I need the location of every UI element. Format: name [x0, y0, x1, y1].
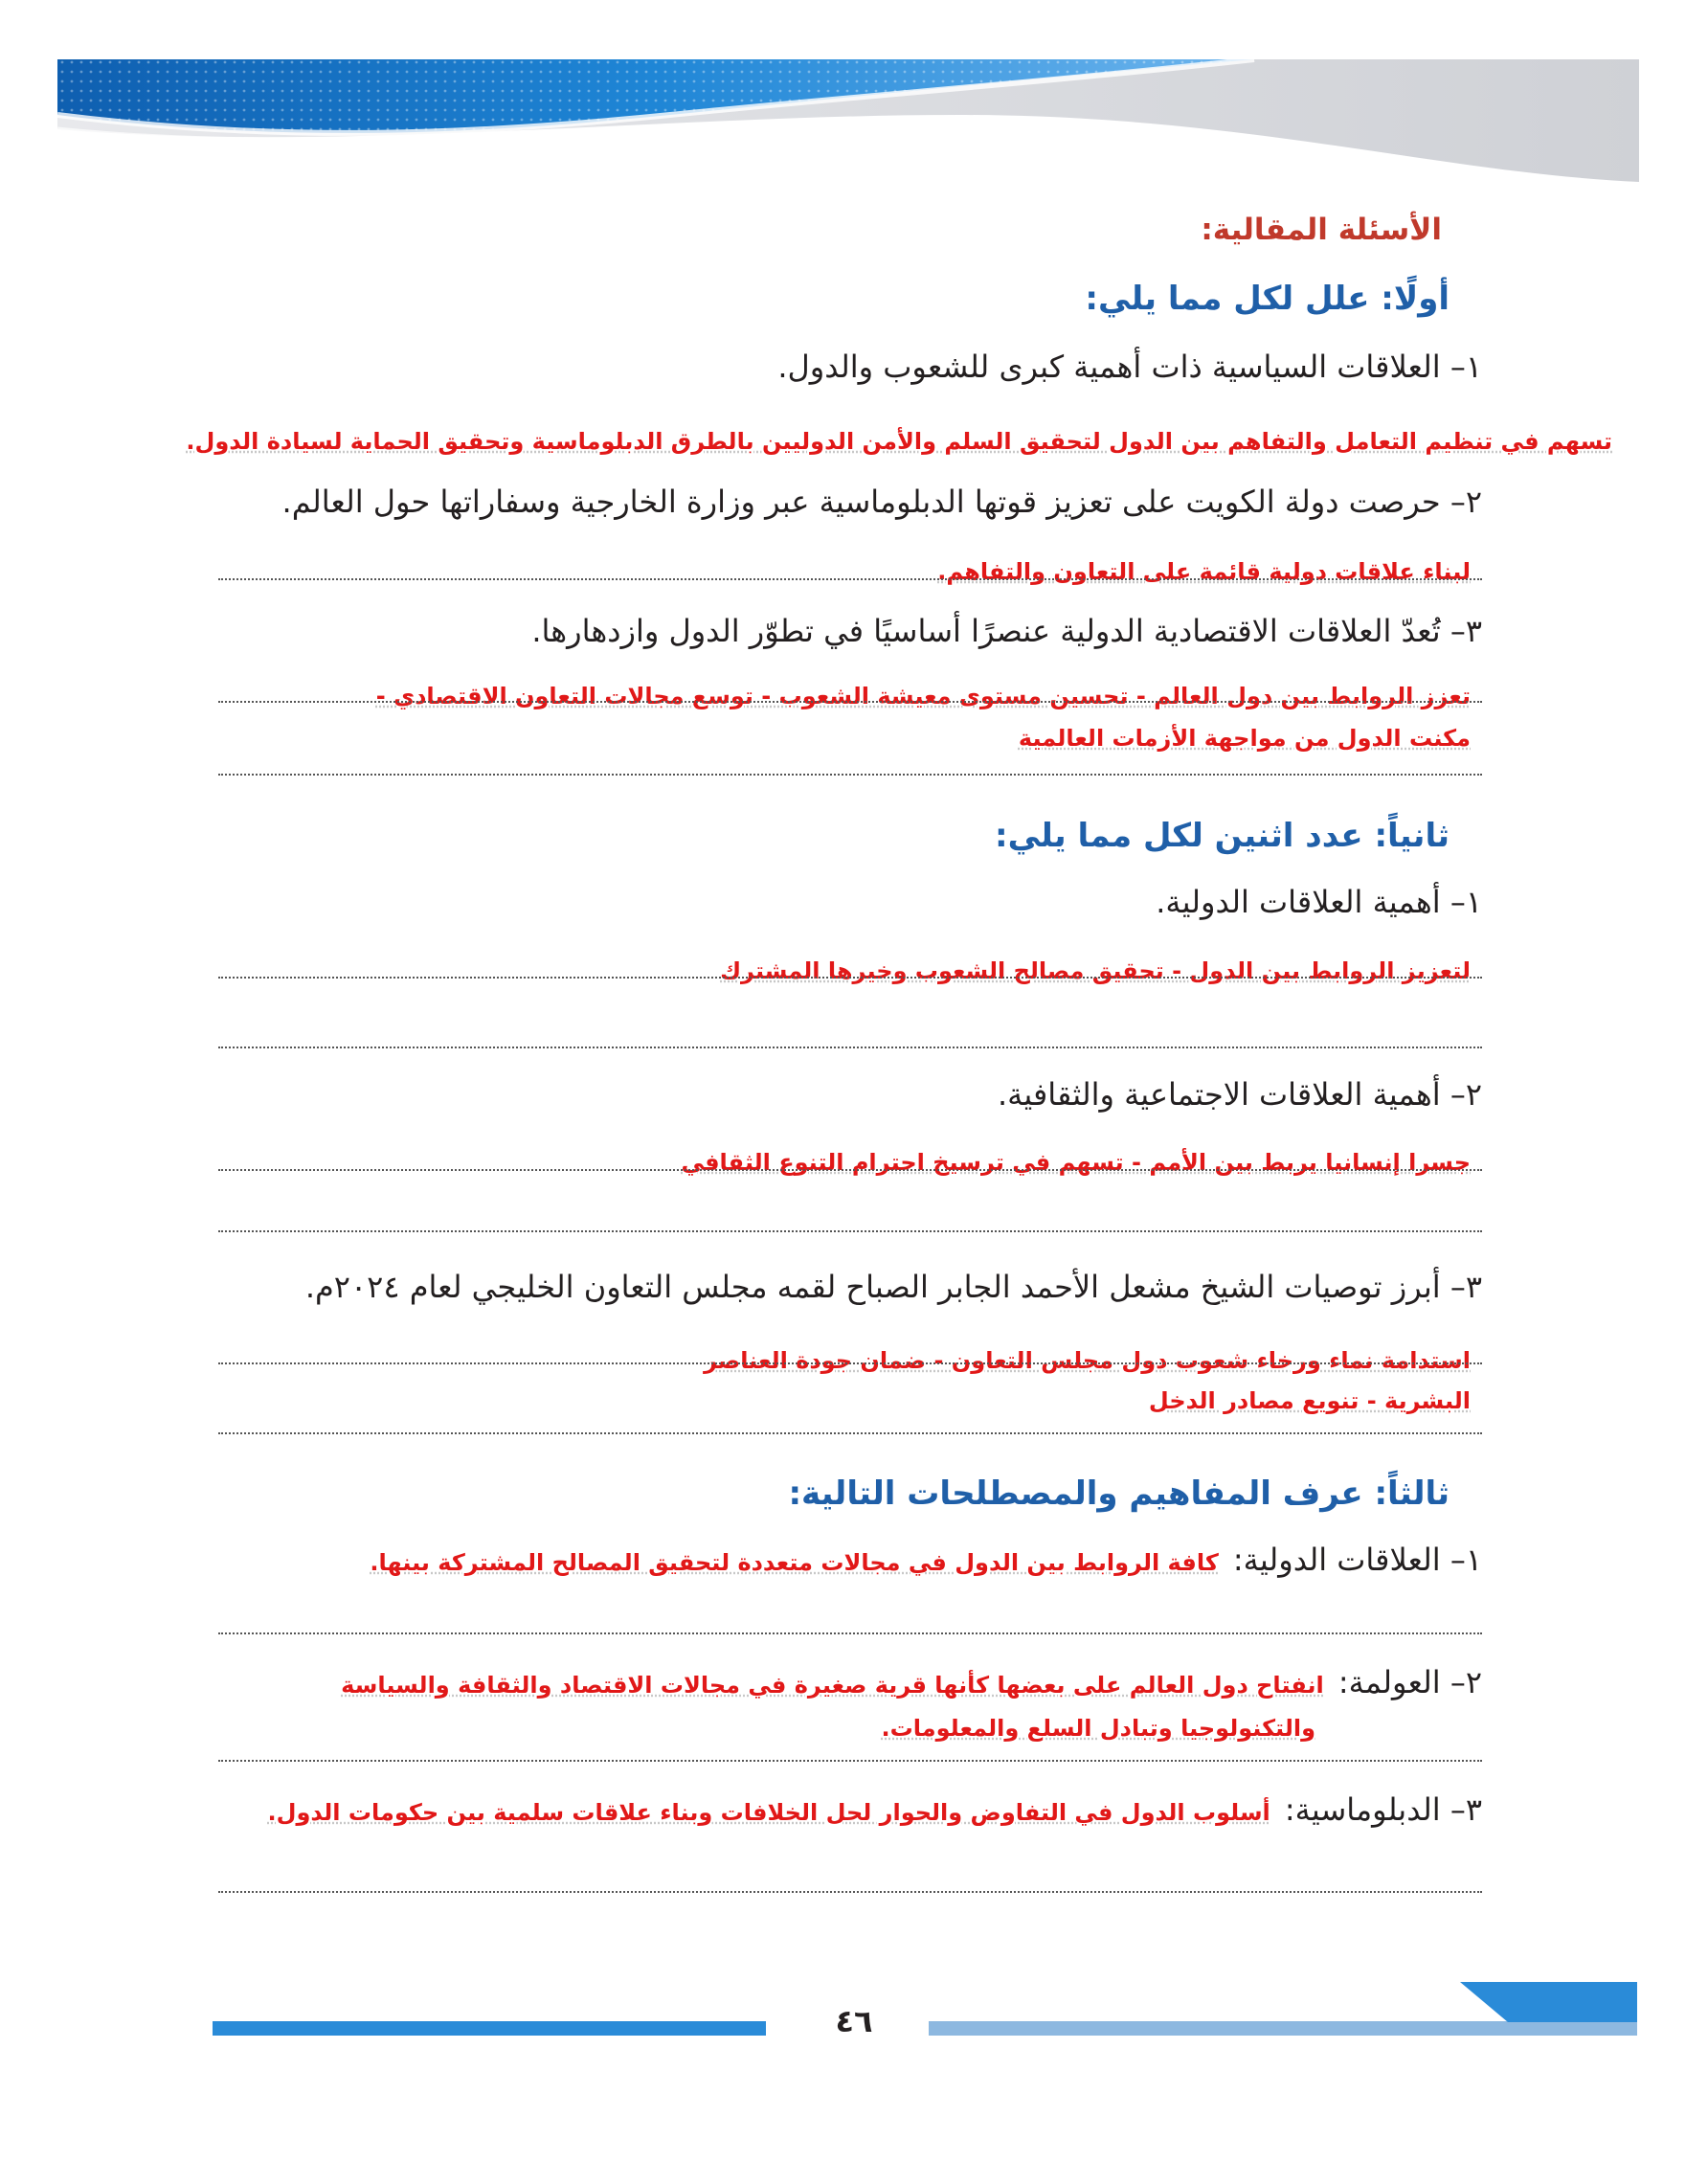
- s1-question-1: ١– العلاقات السياسية ذات أهمية كبرى للشعوب والدول.: [777, 349, 1482, 385]
- s3-answer-2-dotted-line: [218, 1760, 1482, 1762]
- s1-answer-2: لبناء علاقات دولية قائمة على التعاون والتفاهم.: [937, 558, 1471, 585]
- s2-question-1: ١– أهمية العلاقات الدولية.: [1156, 884, 1482, 920]
- header-wave-banner: [0, 0, 1708, 201]
- s2-answer-1: لتعزيز الروابط بين الدول - تحقيق مصالح الشعوب وخيرها المشترك: [720, 957, 1471, 984]
- footer-bar-left: [213, 2021, 766, 2036]
- s1-answer-3-dotted-line-1: [218, 701, 1482, 703]
- s2-answer-1-dotted-line-1: [218, 977, 1482, 979]
- s3-answer-2-line2: والتكنولوجيا وتبادل السلع والمعلومات.: [881, 1715, 1315, 1742]
- s3-term-1-row: [370, 1542, 1482, 1578]
- s3-answer-3-dotted-line: [218, 1891, 1482, 1893]
- s1-answer-2-dotted-line: [218, 578, 1482, 580]
- s3-answer-1: كافة الروابط بين الدول في مجالات متعددة لتحقيق المصالح المشتركة بينها.: [370, 1549, 1219, 1576]
- s3-answer-1-dotted-line: [218, 1632, 1482, 1634]
- footer-bar-right: [929, 2021, 1637, 2036]
- s2-answer-2-dotted-line-1: [218, 1169, 1482, 1171]
- s2-answer-1-dotted-line-2: [218, 1047, 1482, 1048]
- page-title: الأسئلة المقالية:: [1201, 213, 1442, 247]
- section2-heading: ثانياً: عدد اثنين لكل مما يلي:: [995, 817, 1450, 855]
- s2-answer-2: جسرا إنسانيا يربط بين الأمم - تسهم في ترسيخ احترام التنوع الثقافي: [681, 1149, 1471, 1176]
- section3-heading: ثالثاً: عرف المفاهيم والمصطلحات التالية:: [788, 1474, 1450, 1513]
- s3-term-3: ٣– الدبلوماسية:: [1284, 1791, 1482, 1828]
- page-number: ٤٦: [835, 2003, 873, 2039]
- s3-answer-2-line1: انفتاح دول العالم على بعضها كأنها قرية صغيرة في مجالات الاقتصاد والثقافة والسياسة: [341, 1672, 1324, 1699]
- footer-accent-tab: [1460, 1982, 1637, 2022]
- s2-question-2: ٢– أهمية العلاقات الاجتماعية والثقافية.: [998, 1076, 1482, 1113]
- s1-answer-1: تسهم في تنظيم التعامل والتفاهم بين الدول لتحقيق السلم والأمن الدوليين بالطرق الدبلوماسية وتحقيق الحماية لسيادة الدول.: [186, 428, 1612, 455]
- s2-answer-3-dotted-line-1: [218, 1362, 1482, 1364]
- s3-term-3-row: [268, 1791, 1482, 1828]
- section1-heading: أولًا: علل لكل مما يلي:: [1085, 280, 1450, 318]
- s3-answer-3: أسلوب الدول في التفاوض والحوار لحل الخلافات وبناء علاقات سلمية بين حكومات الدول.: [267, 1799, 1270, 1826]
- s3-term-2-row: [341, 1664, 1482, 1700]
- s1-answer-3-line1: تعزز الروابط بين دول العالم - تحسين مستوى معيشة الشعوب - توسع مجالات التعاون الاقتصادي -: [375, 683, 1471, 709]
- s2-answer-2-dotted-line-2: [218, 1230, 1482, 1232]
- s3-term-1: ١– العلاقات الدولية:: [1232, 1542, 1482, 1578]
- s2-answer-3-line1: استدامة نماء ورخاء شعوب دول مجلس التعاون - ضمان جودة العناصر: [704, 1347, 1471, 1374]
- s2-answer-3-dotted-line-2: [218, 1432, 1482, 1434]
- s2-question-3: ٣– أبرز توصيات الشيخ مشعل الأحمد الجابر الصباح لقمه مجلس التعاون الخليجي لعام ٢٠٢٤م.: [304, 1269, 1482, 1305]
- s1-question-2: ٢– حرصت دولة الكويت على تعزيز قوتها الدبلوماسية عبر وزارة الخارجية وسفاراتها حول العالم.: [281, 484, 1482, 520]
- s1-answer-3-dotted-line-2: [218, 774, 1482, 776]
- s2-answer-3-line2: البشرية - تنويع مصادر الدخل: [1148, 1387, 1471, 1414]
- s3-term-2: ٢– العولمة:: [1337, 1664, 1482, 1700]
- s1-question-3: ٣– تُعدّ العلاقات الاقتصادية الدولية عنصرًا أساسيًا في تطوّر الدول وازدهارها.: [531, 613, 1482, 649]
- s1-answer-3-line2: مكنت الدول من مواجهة الأزمات العالمية: [1018, 725, 1471, 752]
